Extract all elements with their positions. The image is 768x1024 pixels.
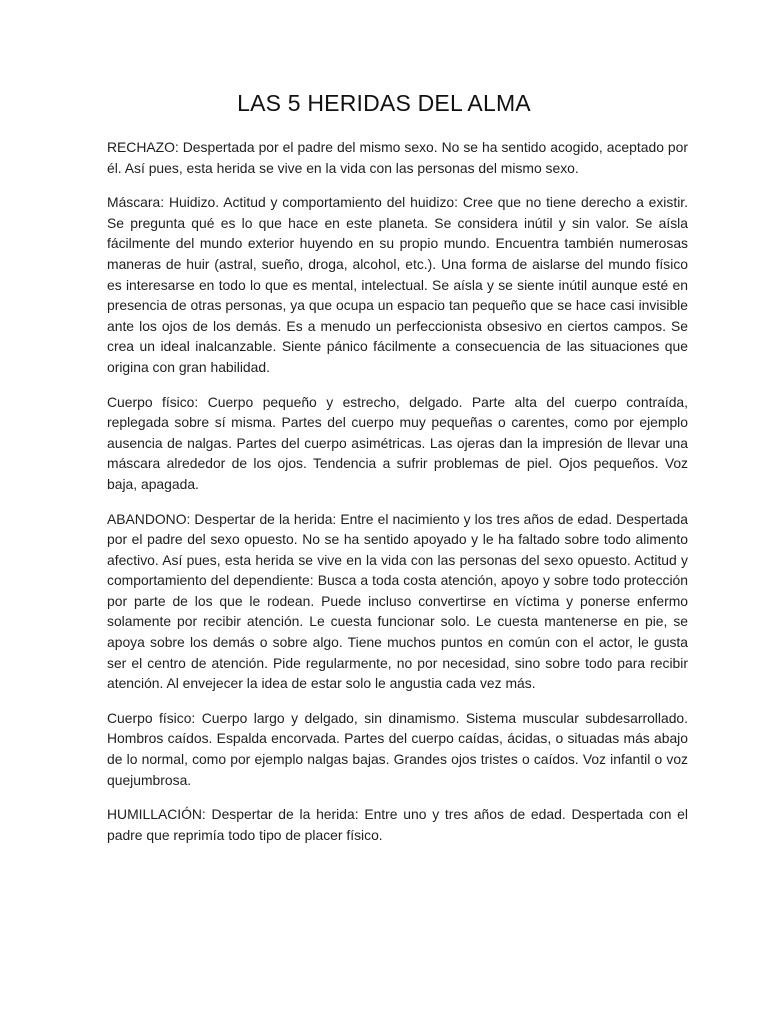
document-body	[107, 137, 688, 859]
paragraph-cuerpo-fisico-huidizo: Cuerpo físico: Cuerpo pequeño y estrecho, delgado. Parte alta del cuerpo contraída, replegada sobre sí misma. Partes del cuerpo muy pequeñas o carentes, como por ejemplo ausencia de nalgas. Partes del cuerpo asimétricas. Las ojeras dan la impresión de llevar una máscara alrededor de los ojos. Tendencia a sufrir problemas de piel. Ojos pequeños. Voz baja, apagada.	[107, 393, 688, 492]
document-title: LAS 5 HERIDAS DEL ALMA	[237, 90, 531, 116]
paragraph-mascara-huidizo: Máscara: Huidizo. Actitud y comportamiento del huidizo: Cree que no tiene derecho a existir. Se pregunta qué es lo que hace en este planeta. Se considera inútil y sin valor. Se aísla fácilmente del mundo exterior huyendo en su propio mundo. Encuentra también numerosas maneras de huir (astral, sueño, droga, alcohol, etc.). Una forma de aislarse del mundo físico es interesarse en todo lo que es mental, intelectual. Se aísla y se siente inútil aunque esté en presencia de otras personas, ya que ocupa un espacio tan pequeño que se hace casi invisible ante los ojos de los demás. Es a menudo un perfeccionista obsesivo en ciertos campos. Se crea un ideal inalcanzable. Siente pánico fácilmente a consecuencia de las situaciones que origina con gran habilidad.	[107, 194, 688, 375]
paragraph-cuerpo-fisico-dependiente: Cuerpo físico: Cuerpo largo y delgado, sin dinamismo. Sistema muscular subdesarrollado. Hombros caídos. Espalda encorvada. Partes del cuerpo caídas, ácidas, o situadas más abajo de lo normal, como por ejemplo nalgas bajas. Grandes ojos tristes o caídos. Voz infantil o voz quejumbrosa.	[107, 709, 688, 788]
paragraph-humillacion: HUMILLACIÓN: Despertar de la herida: Entre uno y tres años de edad. Despertada con el padre que reprimía todo tipo de placer físico.	[107, 806, 688, 843]
paragraph-abandono: ABANDONO: Despertar de la herida: Entre el nacimiento y los tres años de edad. Despertada por el padre del sexo opuesto. No se ha sentido apoyado y le ha faltado sobre todo alimento afectivo. Así pues, esta herida se vive en la vida con las personas del sexo opuesto. Actitud y comportamiento del dependiente: Busca a toda costa atención, apoyo y sobre todo protección por parte de los que le rodean. Puede incluso convertirse en víctima y ponerse enfermo solamente por recibir atención. Le cuesta funcionar solo. Le cuesta mantenerse en pie, se apoya sobre los demás o sobre algo. Tiene muchos puntos en común con el actor, le gusta ser el centro de atención. Pide regularmente, no por necesidad, sino sobre todo para recibir atención. Al envejecer la idea de estar solo le angustia cada vez más.	[107, 510, 688, 692]
paragraph-rechazo: RECHAZO: Despertada por el padre del mismo sexo. No se ha sentido acogido, aceptado por él. Así pues, esta herida se vive en la vida con las personas del mismo sexo.	[107, 139, 688, 176]
